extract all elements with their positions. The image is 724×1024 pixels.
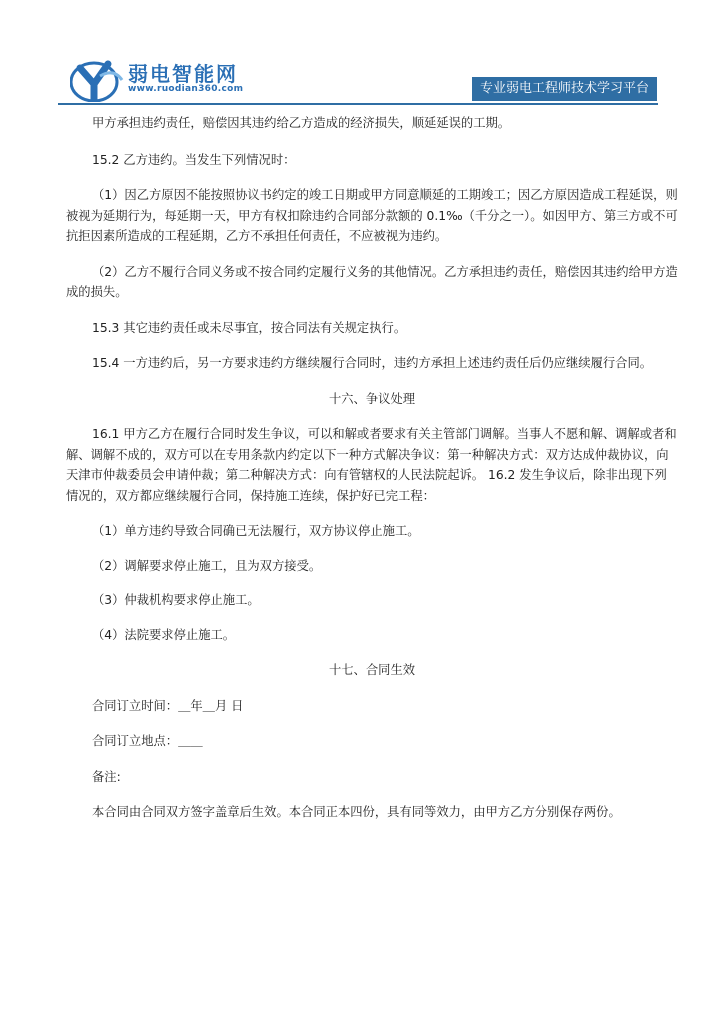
ruodian-logo-icon [70,54,126,102]
clause-16-1: 16.1 甲方乙方在履行合同时发生争议，可以和解或者要求有关主管部门调解。当事人不愿和解、调解或者和解、调解不成的，双方可以在专用条款内约定以下一种方式解决争议：第一种解决方式：双方达成仲裁协议，向天津市仲裁委员会申请仲裁；第二种解决方式：向有管辖权的人民法院起诉。 16.2 发生争议后，除非出现下列情况的，双方都应继续履行合同，保持施工连续，保护好已完工程： [66,427,677,503]
clause-15-2-item-2: （2）乙方不履行合同义务或不按合同约定履行义务的其他情况。乙方承担违约责任，赔偿因其违约给甲方造成的损失。 [66,264,678,299]
site-logo-url: www.ruodian360.com [128,84,244,94]
contract-effect: 本合同由合同双方签字盖章后生效。本合同正本四份，具有同等效力，由甲方乙方分别保存两份。 [92,805,621,819]
clause-16-2-item-3: （3）仲裁机构要求停止施工。 [92,593,260,607]
paragraph-1: 甲方承担违约责任，赔偿因其违约给乙方造成的经济损失，顺延延误的工期。 [92,116,511,130]
clause-16-2-item-2: （2）调解要求停止施工，且为双方接受。 [92,558,322,573]
clause-16-2-item-4: （4）法院要求停止施工。 [92,627,236,642]
clause-15-3: 15.3 其它违约责任或未尽事宜，按合同法有关规定执行。 [92,320,407,335]
section-heading-17: 十七、合同生效 [328,663,416,677]
site-logo-title: 弱电智能网 [128,62,238,86]
document-body [66,110,678,823]
clause-15-4: 15.4 一方违约后，另一方要求违约方继续履行合同时，违约方承担上述违约责任后仍应继续履行合同。 [92,356,653,370]
clause-16-2-item-1: （1）单方违约导致合同确已无法履行，双方协议停止施工。 [92,524,420,538]
contract-place: 合同订立地点：＿＿ [92,734,203,748]
slogan-banner: 专业弱电工程师技术学习平台 [472,77,657,101]
page-header [0,0,724,108]
header-divider [58,103,658,105]
remarks-label: 备注: [92,769,121,784]
contract-date: 合同订立时间：＿年＿月 日 [92,698,244,713]
clause-15-2-item-1: （1）因乙方原因不能按照协议书约定的竣工日期或甲方同意顺延的工期竣工；因乙方原因造成工程延误，则被视为延期行为，每延期一天，甲方有权扣除违约合同部分款额的 0.1‰（千分之一）。如因甲方、第三方或不可抗拒因素所造成的工程延期，乙方不承担任何责任，不应被视为违约。 [66,188,678,243]
clause-15-2: 15.2 乙方违约。当发生下列情况时： [92,152,296,167]
section-heading-16: 十六、争议处理 [328,391,416,406]
